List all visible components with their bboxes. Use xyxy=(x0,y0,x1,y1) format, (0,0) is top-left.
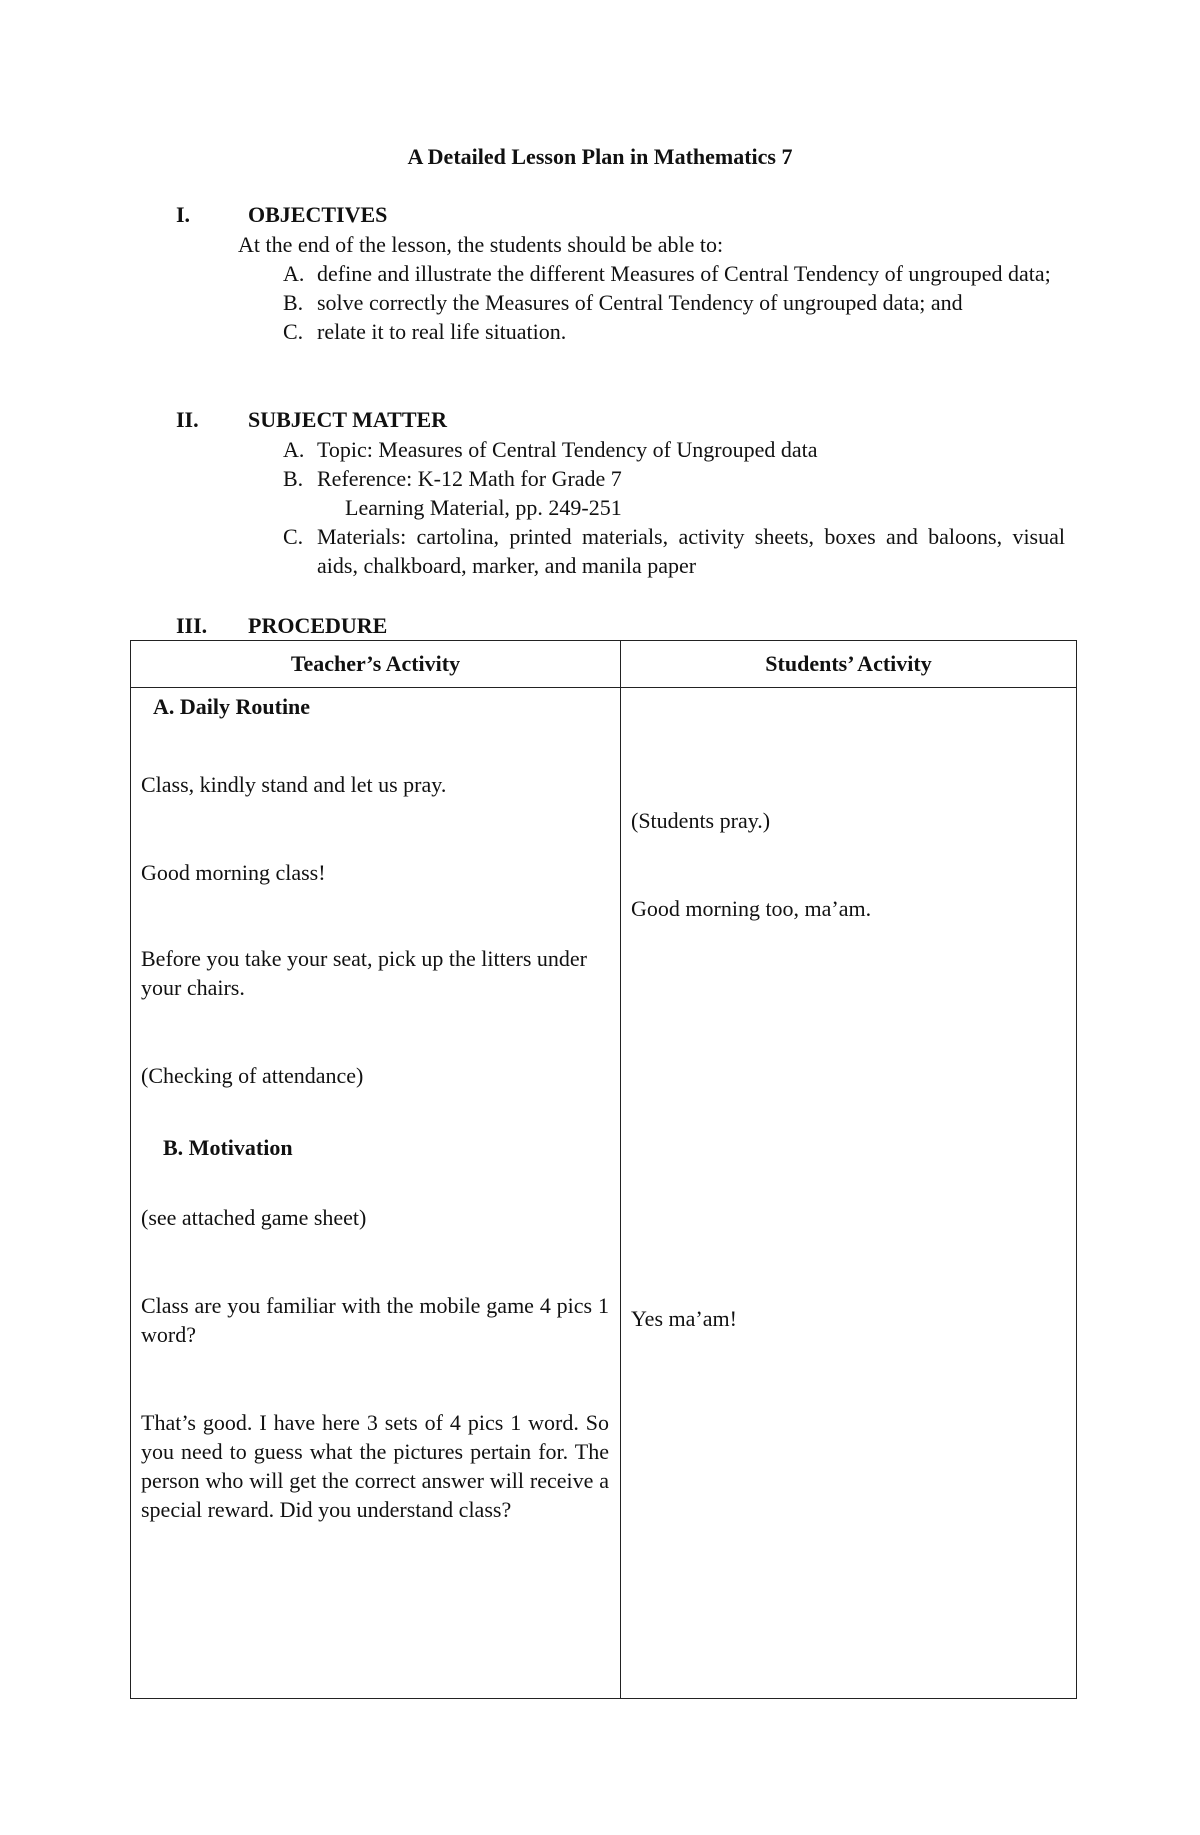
objective-marker: A. xyxy=(283,261,305,286)
table-header-row xyxy=(131,641,1077,688)
teacher-familiar-line: Class are you familiar with the mobile game 4 pics 1 word? xyxy=(141,1293,609,1347)
objective-item xyxy=(283,259,1065,288)
procedure-number: III. xyxy=(176,613,208,638)
teacher-litters-line: Before you take your seat, pick up the litters under your chairs. xyxy=(141,946,587,1000)
subject-matter-list xyxy=(283,435,1065,580)
document-title: A Detailed Lesson Plan in Mathematics 7 xyxy=(407,144,793,169)
subject-matter-heading: SUBJECT MATTER xyxy=(248,407,448,432)
objective-text: solve correctly the Measures of Central Tendency of ungrouped data; and xyxy=(317,290,963,315)
teacher-attendance-line: (Checking of attendance) xyxy=(141,1063,364,1088)
motivation-heading: B. Motivation xyxy=(163,1135,293,1160)
students-pray-line: (Students pray.) xyxy=(631,808,771,833)
subject-item xyxy=(283,522,1065,580)
table-row xyxy=(131,688,1077,1699)
subject-text: Reference: K-12 Math for Grade 7 xyxy=(317,466,622,491)
subject-item xyxy=(283,435,1065,464)
subject-marker: B. xyxy=(283,466,304,491)
subject-marker: A. xyxy=(283,437,305,462)
objectives-heading: OBJECTIVES xyxy=(248,202,388,227)
teacher-game-sheet-line: (see attached game sheet) xyxy=(141,1205,367,1230)
subject-matter-number: II. xyxy=(176,407,199,432)
subject-subtext: Learning Material, pp. 249-251 xyxy=(345,495,622,520)
subject-text: Materials: cartolina, printed materials, activity sheets, boxes and baloons, visual aids, chalkboard, marker, and manila paper xyxy=(317,524,1065,578)
subject-item xyxy=(283,464,1065,522)
objectives-intro: At the end of the lesson, the students should be able to: xyxy=(238,232,724,257)
objective-text: relate it to real life situation. xyxy=(317,319,567,344)
subject-marker: C. xyxy=(283,524,304,549)
objective-item xyxy=(283,288,1065,317)
daily-routine-heading: A. Daily Routine xyxy=(153,694,311,719)
objective-marker: B. xyxy=(283,290,304,315)
procedure-table xyxy=(130,640,1077,1699)
teacher-greeting-line: Good morning class! xyxy=(141,860,326,885)
teacher-activity-cell xyxy=(131,688,621,1699)
objectives-number: I. xyxy=(176,202,191,227)
students-yes-line: Yes ma’am! xyxy=(631,1306,737,1331)
students-activity-cell xyxy=(621,688,1077,1699)
objective-text: define and illustrate the different Measures of Central Tendency of ungrouped data; xyxy=(317,261,1051,286)
objectives-list xyxy=(283,259,1065,346)
teacher-pray-line: Class, kindly stand and let us pray. xyxy=(141,772,447,797)
objective-marker: C. xyxy=(283,319,304,344)
teacher-activity-header: Teacher’s Activity xyxy=(131,641,621,688)
teacher-instructions-line: That’s good. I have here 3 sets of 4 pics 1 word. So you need to guess what the pictures pertain for. The person who will get the correct answer will receive a special reward. Did you understand class? xyxy=(141,1410,609,1522)
objective-item xyxy=(283,317,1065,346)
students-greeting-line: Good morning too, ma’am. xyxy=(631,896,872,921)
students-activity-header: Students’ Activity xyxy=(621,641,1077,688)
procedure-heading: PROCEDURE xyxy=(248,613,388,638)
subject-text: Topic: Measures of Central Tendency of Ungrouped data xyxy=(317,437,818,462)
